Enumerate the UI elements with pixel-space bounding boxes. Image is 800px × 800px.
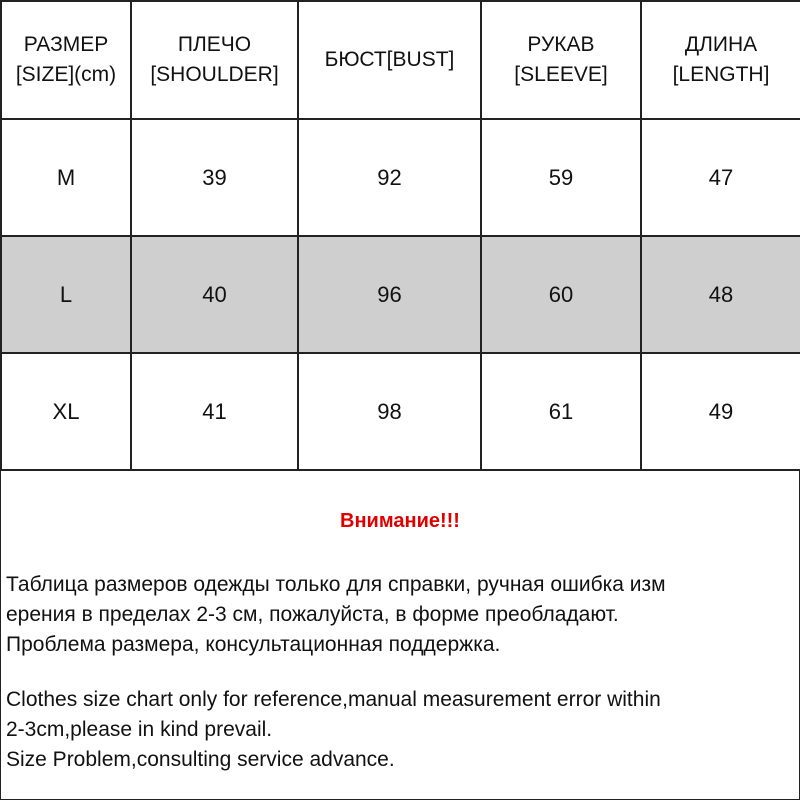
notice-en-line: 2-3cm,please in kind prevail.: [6, 718, 273, 741]
cell-shoulder: 40: [131, 236, 298, 353]
cell-bust: 96: [298, 236, 481, 353]
cell-length: 47: [641, 119, 800, 236]
notice-en-line: Clothes size chart only for reference,manual measurement error within: [6, 688, 661, 711]
header-sleeve-ru: РУКАВ: [527, 33, 595, 56]
header-shoulder: [131, 1, 298, 119]
header-length-ru: ДЛИНА: [684, 33, 758, 56]
cell-sleeve: 61: [481, 353, 641, 470]
notice-ru-line: Проблема размера, консультационная поддержка.: [6, 633, 501, 656]
cell-length: 48: [641, 236, 800, 353]
notice-en-line: Size Problem,consulting service advance.: [6, 748, 395, 771]
cell-size: L: [1, 236, 131, 353]
header-sleeve: [481, 1, 641, 119]
cell-length: 49: [641, 353, 800, 470]
cell-size: M: [1, 119, 131, 236]
notice-english-text: [6, 685, 798, 775]
notice-ru-line: ерения в пределах 2-3 см, пожалуйста, в форме преобладают.: [6, 603, 619, 626]
cell-sleeve: 59: [481, 119, 641, 236]
header-length: [641, 1, 800, 119]
cell-shoulder: 41: [131, 353, 298, 470]
header-size-ru: РАЗМЕР: [23, 33, 109, 56]
cell-sleeve: 60: [481, 236, 641, 353]
notice-russian-text: [6, 570, 798, 660]
table-row: [1, 236, 800, 353]
cell-shoulder: 39: [131, 119, 298, 236]
header-length-en: [LENGTH]: [672, 63, 770, 86]
header-shoulder-ru: ПЛЕЧО: [177, 33, 252, 56]
header-size-en: [SIZE](cm): [15, 63, 117, 86]
header-size: [1, 1, 131, 119]
notice-ru-line: Таблица размеров одежды только для справки, ручная ошибка изм: [6, 573, 666, 596]
table-header-row: [1, 1, 800, 119]
header-bust-label: БЮСТ[BUST]: [324, 48, 455, 71]
attention-title: Внимание!!!: [340, 510, 460, 532]
cell-size: XL: [1, 353, 131, 470]
table-row: [1, 119, 800, 236]
cell-bust: 92: [298, 119, 481, 236]
header-shoulder-en: [SHOULDER]: [150, 63, 279, 86]
cell-bust: 98: [298, 353, 481, 470]
header-bust: [298, 1, 481, 119]
table-row: [1, 353, 800, 470]
header-sleeve-en: [SLEEVE]: [514, 63, 608, 86]
